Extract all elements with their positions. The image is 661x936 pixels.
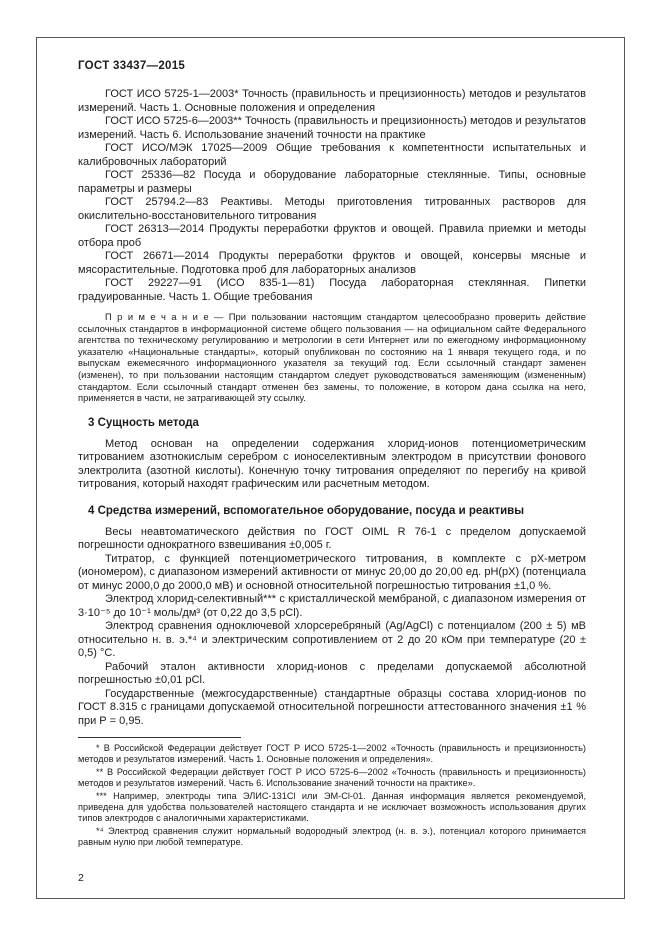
footnote-separator xyxy=(78,737,241,738)
section-3-title: 3 Сущность метода xyxy=(88,416,199,429)
footnote: ** В Российской Федерации действует ГОСТ Р ИСО 5725-6—2002 «Точность (правильность и прецизионность) методов и результатов измерений. Часть 6. Использование значений точности на практике». xyxy=(78,767,586,789)
page-number: 2 xyxy=(78,872,84,884)
page-frame xyxy=(36,37,625,899)
references-section xyxy=(78,88,586,304)
reference-item: ГОСТ 26313—2014 Продукты переработки фруктов и овощей. Правила приемки и методы отбора проб xyxy=(78,223,586,249)
reference-item: ГОСТ 25336—82 Посуда и оборудование лабораторные стеклянные. Типы, основные параметры и размеры xyxy=(78,169,586,195)
footnote: *** Например, электроды типа ЭЛИС-131Cl или ЭМ-Cl-01. Данная информация является рекомендуемой, приведена для удобства пользователей настоящего стандарта и не исключает возможность использования других типов электродов с аналогичными характеристиками. xyxy=(78,791,586,824)
reference-item: ГОСТ 29227—91 (ИСО 835-1—81) Посуда лабораторная стеклянная. Пипетки градуированные. Часть 1. Общие требования xyxy=(78,277,586,303)
reference-item: ГОСТ ИСО 5725-6—2003** Точность (правильность и прецизионность) методов и результатов измерений. Часть 6. Использование значений точности на практике xyxy=(78,115,586,141)
section-4-paragraph: Рабочий эталон активности хлорид-ионов с пределами допускаемой абсолютной погрешностью ±0,01 pCl. xyxy=(78,660,586,687)
reference-item: ГОСТ 26671—2014 Продукты переработки фруктов и овощей, консервы мясные и мясорастительные. Подготовка проб для лабораторных анализов xyxy=(78,250,586,276)
section-4-paragraph: Государственные (межгосударственные) стандартные образцы состава хлорид-ионов по ГОСТ 8.315 с границами допускаемой относительной погрешности аттестованного значения ±1 % при Р = 0,95. xyxy=(78,687,586,727)
reference-item: ГОСТ ИСО 5725-1—2003* Точность (правильность и прецизионность) методов и результатов измерений. Часть 1. Основные положения и определения xyxy=(78,88,586,114)
footnote: *⁴ Электрод сравнения служит нормальный водородный электрод (н. в. э.), потенциал которого принимается равным нулю при любой температуре. xyxy=(78,826,586,848)
section-3-paragraph: Метод основан на определении содержания хлорид-ионов потенциометрическим титрованием азотнокислым серебром с ионоселективным электродом в присутствии фонового электролита (азотной кислоты). Конечную точку титрования определяют по перегибу на кривой титрования, который находят графическим или расчетным методом. xyxy=(78,437,586,491)
reference-item: ГОСТ 25794.2—83 Реактивы. Методы приготовления титрованных растворов для окислительно-восстановительного титрования xyxy=(78,196,586,222)
section-4-paragraph: Электрод хлорид-селективный*** с кристаллической мембраной, с диапазоном измерения от 3·10⁻⁵ до 10⁻¹ моль/дм³ (от 0,22 до 3,5 pCl). xyxy=(78,593,586,619)
reference-item: ГОСТ ИСО/МЭК 17025—2009 Общие требования к компетентности испытательных и калибровочных лабораторий xyxy=(78,142,586,168)
footnote: * В Российской Федерации действует ГОСТ Р ИСО 5725-1—2002 «Точность (правильность и прецизионность) методов и результатов измерений. Часть 1. Основные положения и определения». xyxy=(78,743,586,765)
running-header-gost-number: ГОСТ 33437—2015 xyxy=(78,60,186,72)
section-4-paragraph: Электрод сравнения одноключевой хлорсеребряный (Ag/AgCl) с потенциалом (200 ± 5) мВ относительно н. в. э.*⁴ и электрическим сопротивлением от 2 до 20 кОм при температуре (20 ± 0,5) °С. xyxy=(78,620,586,660)
section-4-paragraph: Титратор, с функцией потенциометрического титрования, в комплекте с рХ-метром (иономером), с диапазоном измерений активности от минус 20,00 до 20,00 ед. рН(рХ) (потенциала от минус 2000,0 до 2000,0 мВ) и основной относительной погрешностью титрования ±1,0 %. xyxy=(78,552,586,592)
section-4-paragraph: Весы неавтоматического действия по ГОСТ OIML R 76-1 с пределом допускаемой погрешности однократного взвешивания ±0,005 г. xyxy=(78,525,586,552)
note-block: П р и м е ч а н и е — При пользовании настоящим стандартом целесообразно проверить действие ссылочных стандартов в информационной системе общего пользования — на официальном сайте Федерального агентства по техническому регулированию и метрологии в сети Интернет или по ежегодному информационному указателю «Национальные стандарты», который опубликован по состоянию на 1 января текущего года, и по выпускам ежемесячного информационного указателя за текущий год. Если ссылочный стандарт заменен (изменен), то при пользовании настоящим стандартом следует руководствоваться заменяющим (измененным) стандартом. Если ссылочный стандарт отменен без замены, то положение, в котором дана ссылка на него, применяется в части, не затрагивающей эту ссылку. xyxy=(78,311,586,404)
footnotes-section xyxy=(78,743,586,848)
section-4-body xyxy=(78,526,586,729)
section-4-title: 4 Средства измерений, вспомогательное оборудование, посуда и реактивы xyxy=(88,504,525,517)
